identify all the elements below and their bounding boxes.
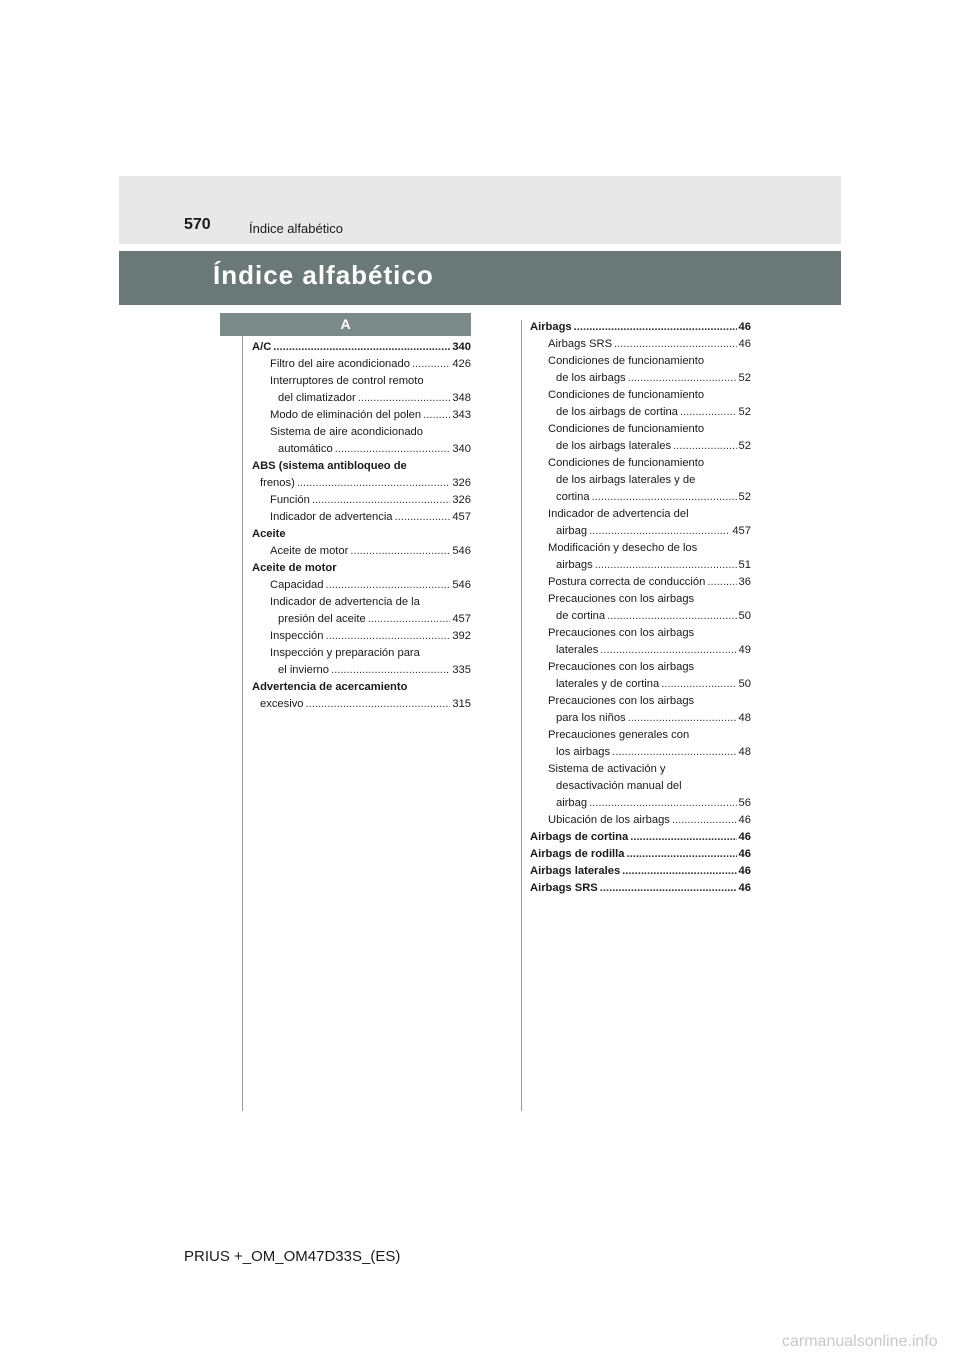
index-entry-text: Condiciones de funcionamiento bbox=[548, 389, 705, 401]
index-entry-page[interactable]: 315 bbox=[452, 698, 471, 710]
index-entry bbox=[252, 390, 471, 407]
index-entry-text: Indicador de advertencia del bbox=[548, 508, 689, 520]
dot-leader bbox=[592, 489, 737, 506]
index-entry-page[interactable]: 46 bbox=[738, 321, 751, 333]
index-entry bbox=[530, 761, 751, 778]
index-entry bbox=[252, 560, 471, 577]
dot-leader bbox=[358, 390, 451, 407]
running-title: Índice alfabético bbox=[249, 221, 343, 236]
index-entry bbox=[252, 696, 471, 713]
index-entry-text: Ubicación de los airbags bbox=[548, 814, 670, 826]
index-entry-text: Precauciones con los airbags bbox=[548, 661, 695, 673]
index-entry bbox=[252, 492, 471, 509]
index-entry bbox=[530, 625, 751, 642]
index-entry bbox=[530, 591, 751, 608]
index-entry-text: Condiciones de funcionamiento bbox=[548, 423, 705, 435]
dot-leader bbox=[368, 611, 451, 628]
index-entry-page[interactable]: 49 bbox=[738, 644, 751, 656]
index-entry bbox=[530, 846, 751, 863]
index-column-left bbox=[252, 339, 471, 713]
page-title: Índice alfabético bbox=[213, 260, 434, 290]
index-entry-text: airbag bbox=[556, 797, 588, 809]
index-entry-text: automático bbox=[278, 443, 333, 455]
index-entry-text: Aceite de motor bbox=[270, 545, 349, 557]
index-entry-text: Airbags bbox=[530, 321, 572, 333]
index-entry bbox=[530, 574, 751, 591]
dot-leader bbox=[306, 696, 451, 713]
index-entry bbox=[530, 472, 751, 489]
index-entry-text: de los airbags bbox=[556, 372, 626, 384]
index-entry bbox=[530, 353, 751, 370]
index-entry bbox=[530, 812, 751, 829]
index-entry-text: Airbags SRS bbox=[530, 882, 598, 894]
index-entry-text: Indicador de advertencia bbox=[270, 511, 393, 523]
index-entry-page[interactable]: 52 bbox=[738, 372, 751, 384]
index-entry-page[interactable]: 50 bbox=[738, 610, 751, 622]
index-entry-page[interactable]: 52 bbox=[738, 440, 751, 452]
index-entry-text: Indicador de advertencia de la bbox=[270, 596, 420, 608]
index-entry-page[interactable]: 392 bbox=[452, 630, 471, 642]
index-entry bbox=[530, 829, 751, 846]
index-entry-text: Advertencia de acercamiento bbox=[252, 681, 408, 693]
index-entry bbox=[252, 577, 471, 594]
dot-leader bbox=[672, 812, 737, 829]
index-entry-page[interactable]: 36 bbox=[738, 576, 751, 588]
index-entry bbox=[530, 608, 751, 625]
index-entry bbox=[252, 441, 471, 458]
column-divider-left bbox=[242, 336, 243, 1111]
dot-leader bbox=[600, 642, 736, 659]
dot-leader bbox=[589, 523, 730, 540]
index-entry-text: el invierno bbox=[278, 664, 329, 676]
index-entry-page[interactable]: 546 bbox=[452, 579, 471, 591]
dot-leader bbox=[395, 509, 451, 526]
index-entry bbox=[530, 438, 751, 455]
index-entry-text: Condiciones de funcionamiento bbox=[548, 457, 705, 469]
index-entry bbox=[530, 370, 751, 387]
index-entry-page[interactable]: 426 bbox=[452, 358, 471, 370]
dot-leader bbox=[628, 710, 737, 727]
index-entry bbox=[530, 659, 751, 676]
index-entry bbox=[252, 407, 471, 424]
index-entry bbox=[530, 795, 751, 812]
dot-leader bbox=[661, 676, 736, 693]
dot-leader bbox=[680, 404, 737, 421]
index-column-right bbox=[530, 319, 751, 897]
index-entry-text: Precauciones con los airbags bbox=[548, 593, 695, 605]
index-entry-page[interactable]: 326 bbox=[452, 494, 471, 506]
index-entry bbox=[252, 679, 471, 696]
index-entry bbox=[252, 645, 471, 662]
index-entry bbox=[530, 676, 751, 693]
index-entry bbox=[530, 336, 751, 353]
index-entry-text: Airbags de rodilla bbox=[530, 848, 625, 860]
index-entry-text: Precauciones generales con bbox=[548, 729, 690, 741]
dot-leader bbox=[627, 846, 737, 863]
index-entry bbox=[252, 628, 471, 645]
index-entry bbox=[530, 727, 751, 744]
index-entry-text: de los airbags de cortina bbox=[556, 406, 678, 418]
index-entry-page[interactable]: 46 bbox=[738, 831, 751, 843]
index-entry-text: Airbags SRS bbox=[548, 338, 613, 350]
index-entry-text: Modo de eliminación del polen bbox=[270, 409, 422, 421]
dot-leader bbox=[273, 339, 450, 356]
index-entry-text: Postura correcta de conducción bbox=[548, 576, 706, 588]
index-entry-text: Modificación y desecho de los bbox=[548, 542, 698, 554]
index-entry bbox=[530, 863, 751, 880]
dot-leader bbox=[312, 492, 451, 509]
index-entry-text: Función bbox=[270, 494, 310, 506]
dot-leader bbox=[595, 557, 737, 574]
dot-leader bbox=[628, 370, 737, 387]
index-entry-text: Airbags de cortina bbox=[530, 831, 629, 843]
index-entry-page[interactable]: 52 bbox=[738, 491, 751, 503]
index-entry-text: frenos) bbox=[260, 477, 295, 489]
index-entry bbox=[530, 421, 751, 438]
index-entry-page[interactable]: 335 bbox=[452, 664, 471, 676]
index-entry-page[interactable]: 46 bbox=[738, 882, 751, 894]
index-entry-page[interactable]: 46 bbox=[738, 848, 751, 860]
index-entry bbox=[252, 424, 471, 441]
dot-leader bbox=[612, 744, 736, 761]
index-entry bbox=[252, 526, 471, 543]
index-entry-page[interactable]: 340 bbox=[452, 443, 471, 455]
index-entry-text: airbag bbox=[556, 525, 588, 537]
dot-leader bbox=[630, 829, 736, 846]
index-entry bbox=[252, 594, 471, 611]
dot-leader bbox=[600, 880, 737, 897]
index-entry-text: Sistema de activación y bbox=[548, 763, 666, 775]
index-entry-text: los airbags bbox=[556, 746, 611, 758]
index-entry-page[interactable]: 48 bbox=[738, 712, 751, 724]
index-entry bbox=[530, 455, 751, 472]
dot-leader bbox=[574, 319, 737, 336]
index-entry-page[interactable]: 546 bbox=[452, 545, 471, 557]
index-entry-page[interactable]: 56 bbox=[738, 797, 751, 809]
index-entry bbox=[530, 387, 751, 404]
index-entry bbox=[252, 356, 471, 373]
dot-leader bbox=[673, 438, 736, 455]
dot-leader bbox=[335, 441, 451, 458]
index-entry bbox=[530, 557, 751, 574]
index-entry bbox=[252, 475, 471, 492]
index-entry bbox=[530, 778, 751, 795]
index-entry-text: Precauciones con los airbags bbox=[548, 627, 695, 639]
index-entry-text: desactivación manual del bbox=[556, 780, 682, 792]
index-entry bbox=[252, 662, 471, 679]
dot-leader bbox=[707, 574, 736, 591]
dot-leader bbox=[622, 863, 736, 880]
index-entry bbox=[530, 693, 751, 710]
index-entry bbox=[530, 540, 751, 557]
dot-leader bbox=[326, 628, 451, 645]
index-entry-page[interactable]: 46 bbox=[738, 814, 751, 826]
index-entry-page[interactable]: 326 bbox=[452, 477, 471, 489]
dot-leader bbox=[297, 475, 451, 492]
index-entry-text: presión del aceite bbox=[278, 613, 366, 625]
index-entry-page[interactable]: 51 bbox=[738, 559, 751, 571]
header-band bbox=[119, 176, 841, 244]
index-entry-page[interactable]: 340 bbox=[452, 341, 471, 353]
dot-leader bbox=[331, 662, 450, 679]
index-entry bbox=[252, 373, 471, 390]
index-entry bbox=[252, 509, 471, 526]
index-entry bbox=[530, 319, 751, 336]
index-entry-text: Sistema de aire acondicionado bbox=[270, 426, 423, 438]
dot-leader bbox=[589, 795, 736, 812]
index-entry-page[interactable]: 343 bbox=[452, 409, 471, 421]
index-entry bbox=[530, 489, 751, 506]
index-entry-page[interactable]: 48 bbox=[738, 746, 751, 758]
index-entry bbox=[530, 523, 751, 540]
index-entry-text: excesivo bbox=[260, 698, 304, 710]
index-entry bbox=[530, 880, 751, 897]
index-entry-text: Inspección bbox=[270, 630, 324, 642]
dot-leader bbox=[614, 336, 737, 353]
index-entry-text: Precauciones con los airbags bbox=[548, 695, 695, 707]
dot-leader bbox=[326, 577, 451, 594]
index-entry bbox=[252, 543, 471, 560]
index-entry-text: ABS (sistema antibloqueo de bbox=[252, 460, 407, 472]
index-entry-text: de los airbags laterales bbox=[556, 440, 672, 452]
index-entry-text: Aceite de motor bbox=[252, 562, 337, 574]
index-entry-text: airbags bbox=[556, 559, 593, 571]
index-entry-text: Interruptores de control remoto bbox=[270, 375, 424, 387]
index-entry-text: Condiciones de funcionamiento bbox=[548, 355, 705, 367]
index-entry bbox=[530, 710, 751, 727]
dot-leader bbox=[412, 356, 450, 373]
index-entry-text: cortina bbox=[556, 491, 590, 503]
index-entry-text: laterales bbox=[556, 644, 599, 656]
watermark: carmanualsonline.info bbox=[782, 1333, 938, 1350]
index-entry bbox=[530, 404, 751, 421]
index-entry-text: Filtro del aire acondicionado bbox=[270, 358, 410, 370]
index-entry-page[interactable]: 52 bbox=[738, 406, 751, 418]
index-entry-page[interactable]: 348 bbox=[452, 392, 471, 404]
index-entry bbox=[530, 744, 751, 761]
index-entry-page[interactable]: 50 bbox=[738, 678, 751, 690]
dot-leader bbox=[607, 608, 736, 625]
index-entry-text: de los airbags laterales y de bbox=[556, 474, 696, 486]
footer-model-code: PRIUS +_OM_OM47D33S_(ES) bbox=[184, 1248, 401, 1265]
index-entry-text: de cortina bbox=[556, 610, 606, 622]
index-entry-page[interactable]: 46 bbox=[738, 338, 751, 350]
dot-leader bbox=[423, 407, 450, 424]
index-entry-text: para los niños bbox=[556, 712, 626, 724]
index-entry bbox=[252, 458, 471, 475]
index-entry-text: Capacidad bbox=[270, 579, 324, 591]
index-entry-page[interactable]: 457 bbox=[452, 613, 471, 625]
index-entry-text: Inspección y preparación para bbox=[270, 647, 420, 659]
index-entry bbox=[252, 339, 471, 356]
index-entry-text: laterales y de cortina bbox=[556, 678, 660, 690]
column-divider-right bbox=[521, 320, 522, 1111]
index-entry-page[interactable]: 457 bbox=[452, 511, 471, 523]
index-entry-text: Airbags laterales bbox=[530, 865, 621, 877]
section-letter-a: A bbox=[220, 313, 471, 336]
dot-leader bbox=[350, 543, 450, 560]
index-entry-text: A/C bbox=[252, 341, 272, 353]
index-entry-text: Aceite bbox=[252, 528, 286, 540]
index-entry bbox=[530, 506, 751, 523]
index-entry-page[interactable]: 46 bbox=[738, 865, 751, 877]
index-entry bbox=[252, 611, 471, 628]
page-number: 570 bbox=[184, 216, 211, 233]
index-entry-page[interactable]: 457 bbox=[732, 525, 751, 537]
index-entry bbox=[530, 642, 751, 659]
index-entry-text: del climatizador bbox=[278, 392, 356, 404]
